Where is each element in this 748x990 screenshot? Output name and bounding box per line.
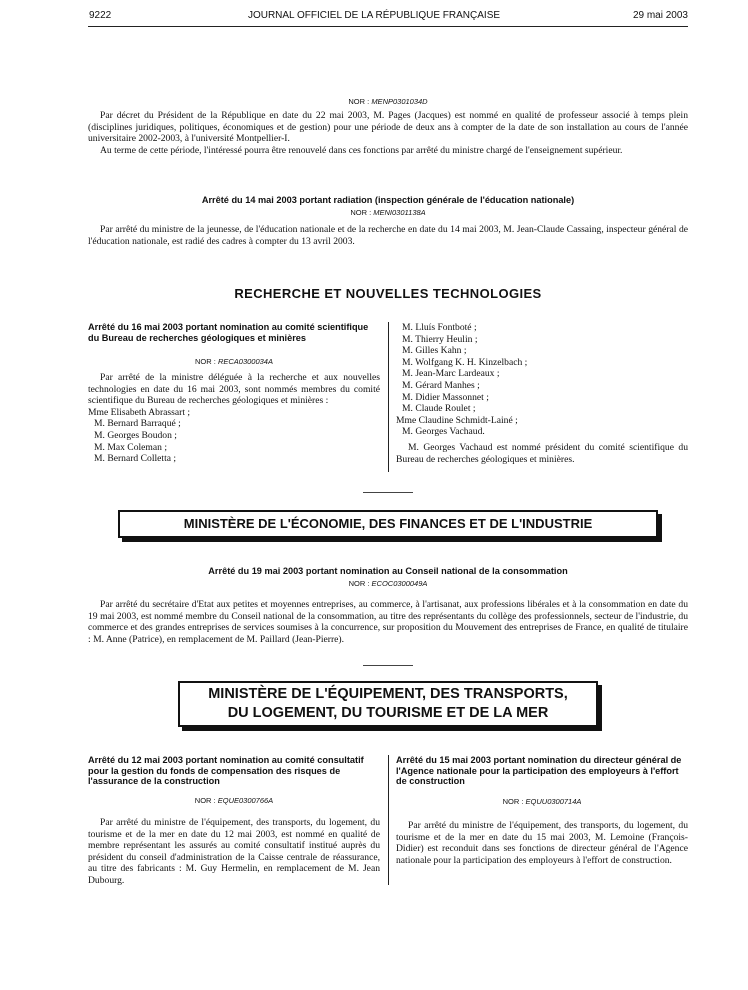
members-list-left [88,407,380,465]
members-list-right [396,322,688,438]
nor-reference: NOR : RECA0300034A [195,357,273,366]
section-heading-equipement [178,681,598,727]
list-item: M. Georges Vachaud. [402,426,485,438]
list-item: M. Didier Massonnet ; [402,391,489,403]
header-rule [88,26,688,27]
list-item: M. Lluís Fontboté ; [402,322,477,333]
section-heading-economie: MINISTÈRE DE L'ÉCONOMIE, DES FINANCES ET DE L'INDUSTRIE [118,510,658,538]
arrete-title: Arrêté du 14 mai 2003 portant radiation (inspection générale de l'éducation nationale) [201,195,575,205]
section-heading-recherche: RECHERCHE ET NOUVELLES TECHNOLOGIES [234,286,542,301]
arrete-title: Arrêté du 19 mai 2003 portant nomination au Conseil national de la consommation [208,566,568,576]
nor-reference: NOR : ECOC0300049A [348,579,428,588]
nor-reference: NOR : EQUU0300714A [502,797,582,806]
column-divider [388,755,389,885]
arrete-title: Arrêté du 12 mai 2003 portant nomination au comité consultatif pour la gestion du fonds de compensation des risques de l'assurance de la construction [88,755,364,786]
list-item: Mme Claudine Schmidt-Lainé ; [396,414,518,426]
arrete-body [88,224,688,247]
section-separator [363,492,413,493]
list-item: M. Bernard Colletta ; [94,453,177,465]
list-item: M. Thierry Heulin ; [402,333,478,345]
nor-reference: NOR : EQUE0300766A [194,796,274,805]
arrete-title: Arrêté du 16 mai 2003 portant nomination au comité scientifique du Bureau de recherches géologiques et minières [88,322,369,343]
decree-block [88,110,688,156]
nor-reference: NOR : MENP0301034D [348,97,428,106]
list-item: M. Claude Roulet ; [402,403,476,415]
arrete-paragraph: Par arrêté du ministre de l'équipement, des transports, du logement, du tourisme et de la mer en date du 15 mai 2003, M. Lemoine (François-Didier) est reconduit dans ses fonctions de directeur général de l'Agence nationale pour la participation des employeurs à l'effort de construction. [396,820,688,866]
arrete-paragraph: Par arrêté du ministre de l'équipement, des transports, du logement, du tourisme et de la mer en date du 12 mai 2003, est nommé en qualité de membre représentant les assurés au comité consultatif institué auprès du président du conseil d'administration de la Caisse centrale de réassurance, au titre des fabricants : M. Guy Hermelin, en remplacement de M. Jean Dubourg. [88,817,380,886]
arrete-body [88,372,380,465]
list-item: M. Jean-Marc Lardeaux ; [402,368,500,380]
list-item: M. Bernard Barraqué ; [94,418,181,430]
list-item: Mme Elisabeth Abrassart ; [88,406,191,418]
heading-line: MINISTÈRE DE L'ÉQUIPEMENT, DES TRANSPORTS, [208,686,568,702]
list-item: M. Wolfgang K. H. Kinzelbach ; [402,356,528,368]
list-item: M. Georges Boudon ; [94,429,177,441]
list-item: M. Gérard Manhes ; [402,379,480,391]
decree-paragraph: Par décret du Président de la République en date du 22 mai 2003, M. Pages (Jacques) est nommé en qualité de professeur associé à temps plein (disciplines juridiques, politiques, économiques et de gestion) pour une période de deux ans à compter de la date de son installation au cours de l'année universitaire 2002-2003, à l'université Montpellier-I. [88,110,688,145]
members-column-right [396,322,688,465]
arrete-body [88,599,688,645]
arrete-paragraph: Par arrêté du secrétaire d'Etat aux petites et moyennes entreprises, au commerce, à l'artisanat, aux professions libérales et à la consommation en date du 19 mai 2003, est nommé membre du Conseil national de la consommation, au titre des représentants du collège des professionnels, secteur de l'industrie, du commerce et des grandes entreprises de services soumises à la concurrence, sur proposition du Mouvement des entreprises de France, en qualité de titulaire : M. Anne (Patrice), en remplacement de M. Paillard (Jean-Pierre). [88,599,688,645]
list-item: M. Max Coleman ; [94,441,168,453]
heading-line: DU LOGEMENT, DU TOURISME ET DE LA MER [227,705,549,721]
closing-paragraph: M. Georges Vachaud est nommé président du comité scientifique du Bureau de recherches géologiques et minières. [396,441,688,465]
nor-reference: NOR : MENI0301138A [350,208,426,217]
arrete-body [88,817,380,887]
page-number: 9222 [89,10,112,21]
journal-title: JOURNAL OFFICIEL DE LA RÉPUBLIQUE FRANÇAISE [247,10,501,21]
arrete-paragraph: Par arrêté du ministre de la jeunesse, de l'éducation nationale et de la recherche en date du 14 mai 2003, M. Jean-Claude Cassaing, inspecteur général de l'éducation nationale, est radié des cadres à compter du 13 avril 2003. [88,224,688,247]
arrete-title: Arrêté du 15 mai 2003 portant nomination du directeur général de l'Agence nationale pour la participation des employeurs à l'effort de construction [396,755,682,786]
page-date: 29 mai 2003 [632,10,688,21]
arrete-body [396,820,688,866]
list-item: M. Gilles Kahn ; [402,345,467,357]
decree-paragraph-2: Au terme de cette période, l'intéressé pourra être renouvelé dans ces fonctions par arrêté du ministre chargé de l'enseignement supérieur. [100,144,623,156]
arrete-paragraph: Par arrêté de la ministre déléguée à la recherche et aux nouvelles technologies en date du 16 mai 2003, sont nommés membres du comité scientifique du Bureau de recherches géologiques et minières : [88,372,380,407]
column-divider [388,322,389,472]
section-separator [363,665,413,666]
